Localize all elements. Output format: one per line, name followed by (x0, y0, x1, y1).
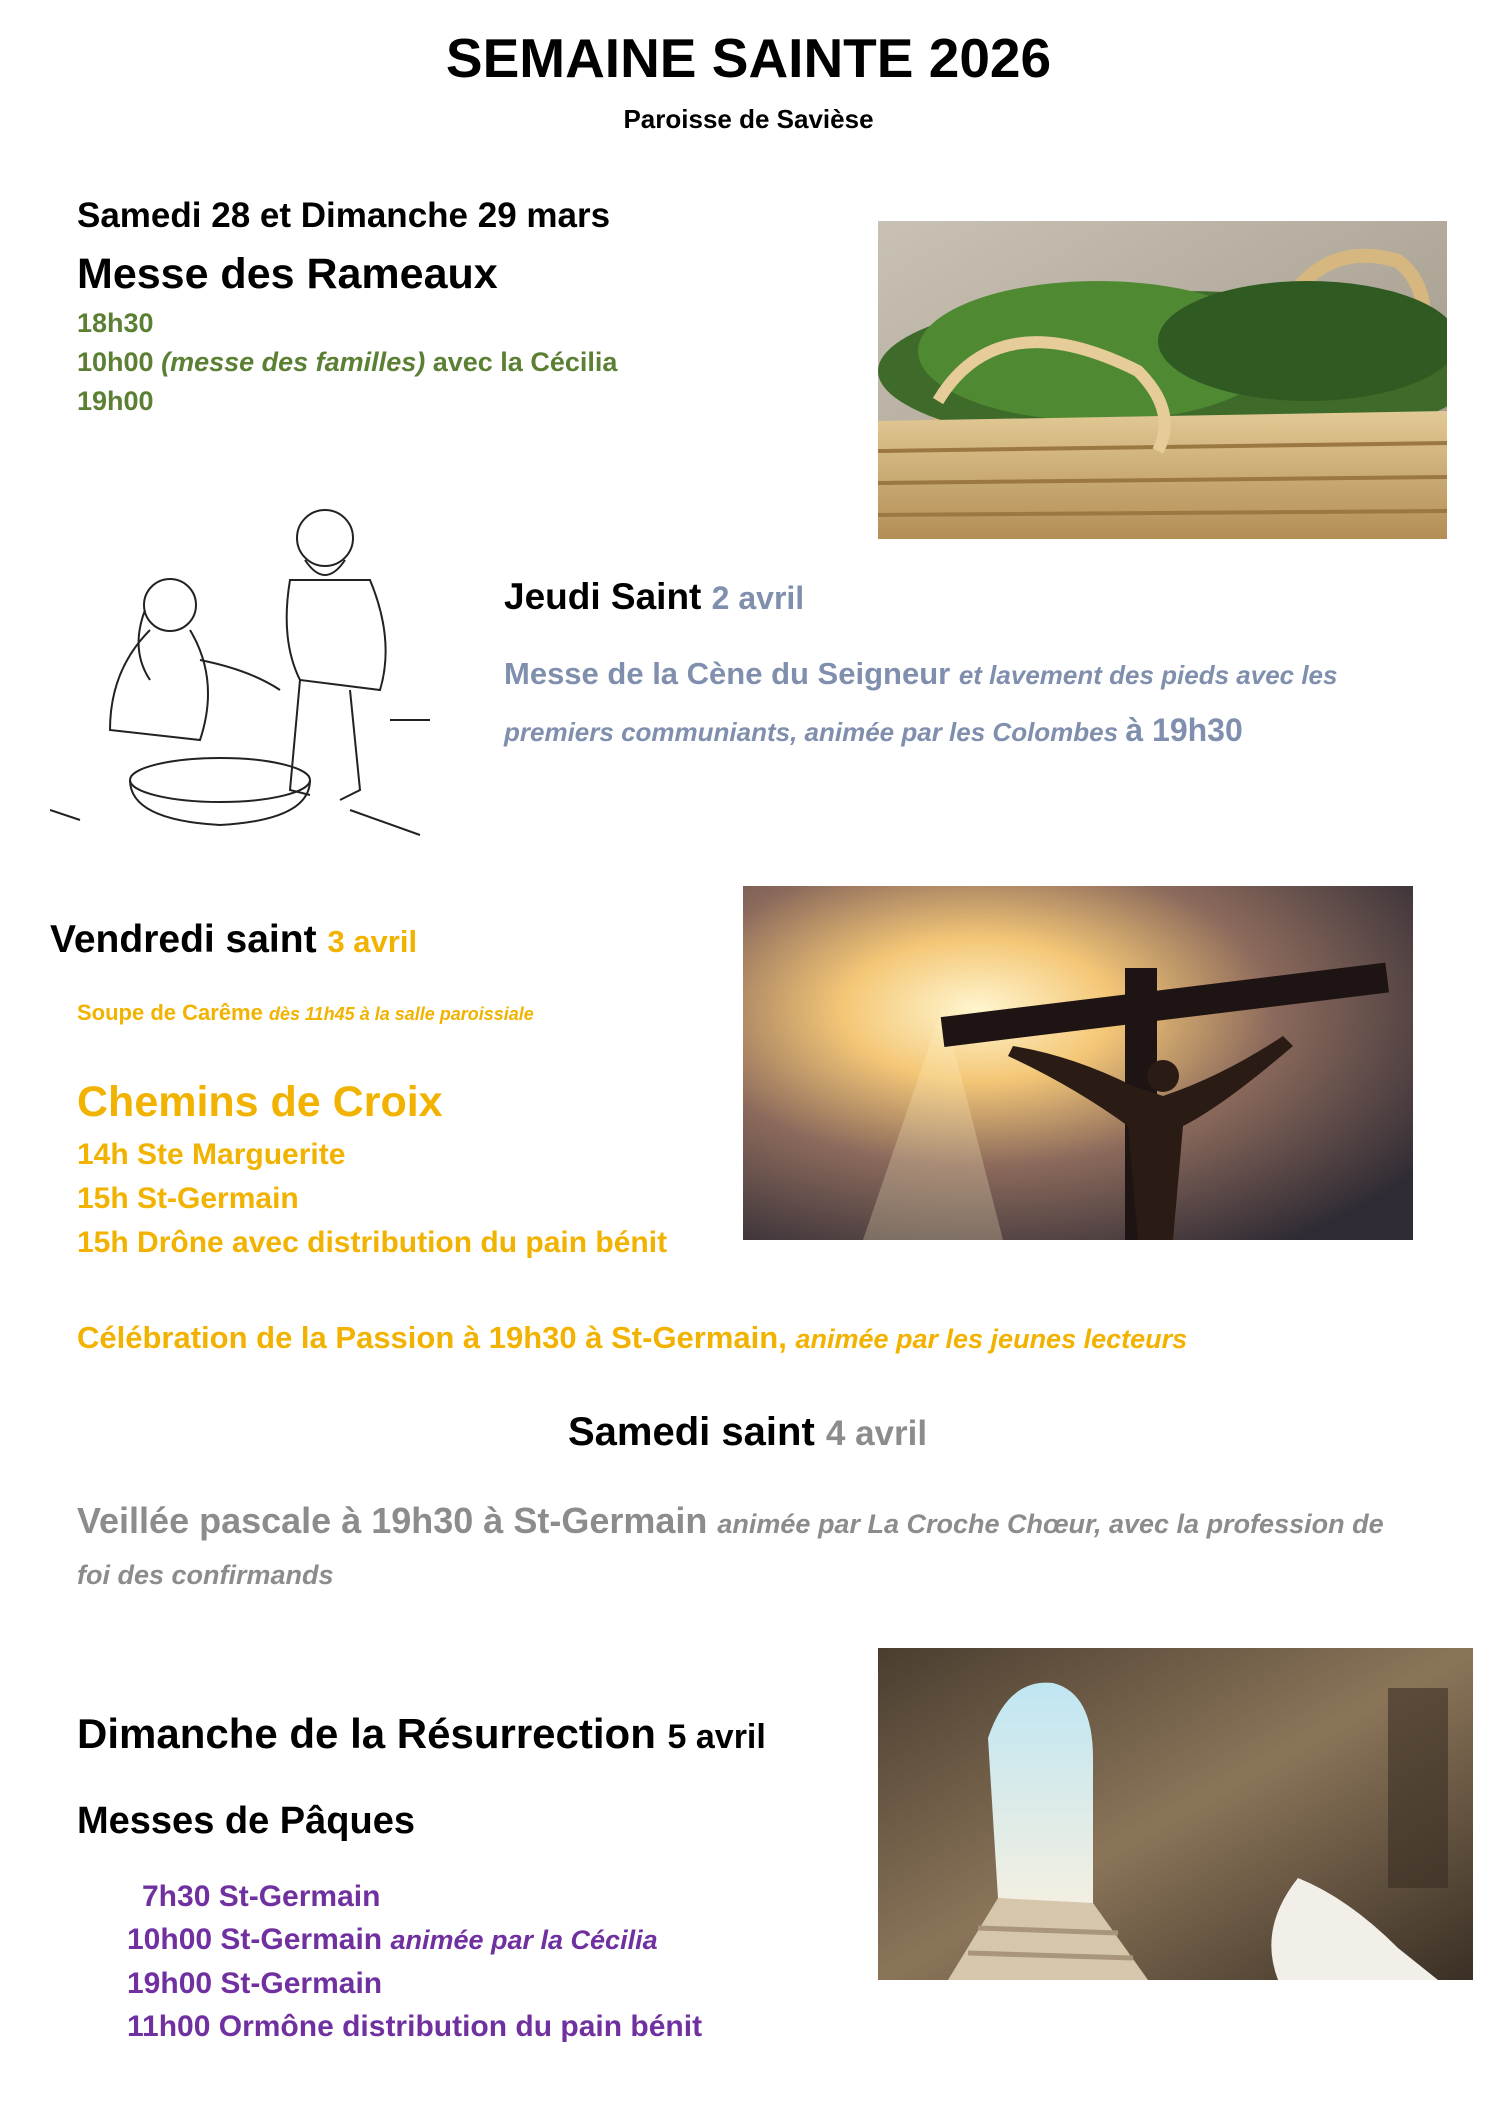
page-subtitle: Paroisse de Savièse (623, 104, 874, 134)
easter-mass-2-note: animée par la Cécilia (390, 1925, 658, 1955)
palm-sunday-line-2-rest: avec la Cécilia (432, 347, 618, 377)
good-friday-date: 3 avril (327, 924, 418, 959)
good-friday-title: Vendredi saint (50, 918, 317, 961)
holy-thursday-note-1: et lavement des pieds avec les (958, 660, 1338, 690)
easter-mass-2 (127, 1923, 658, 1957)
palm-sunday-line-3: 19h00 (77, 386, 154, 416)
palm-sunday-date: Samedi 28 et Dimanche 29 mars (77, 196, 611, 235)
palm-sunday-title: Messe des Rameaux (77, 250, 498, 298)
easter-mass-4: 11h00 Ormône distribution du pain bénit (127, 2010, 703, 2043)
easter-vigil-line-1 (77, 1500, 1384, 1542)
holy-thursday-line-1 (504, 656, 1337, 692)
holy-thursday-note-2: premiers communiants, animée par les Colombes (504, 717, 1119, 747)
easter-date: 5 avril (667, 1718, 766, 1756)
holy-saturday-title: Samedi saint (568, 1410, 815, 1454)
easter-mass-2-text: 10h00 St-Germain (127, 1923, 383, 1956)
holy-thursday-mass: Messe de la Cène du Seigneur (504, 656, 951, 691)
station-item: 15h Drône avec distribution du pain bénit (77, 1226, 668, 1259)
crucifix-sky-image (743, 886, 1413, 1240)
palm-sunday-line-1: 18h30 (77, 308, 154, 338)
passion-celebration-text: Célébration de la Passion à 19h30 à St-Germain, (77, 1320, 787, 1355)
good-friday-soup (77, 1000, 534, 1026)
holy-thursday-line-2 (504, 712, 1243, 749)
good-friday-soup-note: dès 11h45 à la salle paroissiale (268, 1004, 534, 1024)
holy-thursday-heading (504, 576, 804, 618)
good-friday-heading (50, 918, 417, 962)
easter-heading (77, 1710, 766, 1758)
station-item: 15h St-Germain (77, 1182, 299, 1215)
holy-saturday-date: 4 avril (825, 1414, 928, 1453)
page-title: SEMAINE SAINTE 2026 (445, 27, 1052, 89)
stations-title: Chemins de Croix (77, 1078, 443, 1126)
easter-subtitle: Messes de Pâques (77, 1800, 415, 1842)
palm-branches-basket-image (878, 221, 1447, 539)
holy-thursday-title: Jeudi Saint (504, 576, 702, 617)
station-item: 14h Ste Marguerite (77, 1138, 346, 1171)
palm-sunday-line-2 (77, 347, 617, 378)
palm-sunday-line-2-note: (messe des familles) (161, 347, 426, 377)
easter-vigil-note-1: animée par La Croche Chœur, avec la profession de (717, 1509, 1384, 1539)
palm-sunday-line-2-time: 10h00 (77, 347, 154, 377)
holy-saturday-heading (568, 1410, 927, 1455)
easter-title: Dimanche de la Résurrection (77, 1710, 656, 1757)
passion-celebration-note: animée par les jeunes lecteurs (795, 1324, 1188, 1354)
passion-celebration (77, 1320, 1187, 1356)
empty-tomb-image (878, 1648, 1473, 1980)
holy-thursday-time: à 19h30 (1125, 712, 1243, 748)
easter-vigil-text: Veillée pascale à 19h30 à St-Germain (77, 1500, 708, 1541)
easter-mass-1: 7h30 St-Germain (142, 1880, 381, 1913)
foot-washing-drawing (50, 490, 435, 850)
holy-thursday-date: 2 avril (711, 580, 805, 616)
easter-vigil-note-2: foi des confirmands (77, 1560, 334, 1590)
easter-mass-3: 19h00 St-Germain (127, 1967, 383, 2000)
good-friday-soup-label: Soupe de Carême (77, 1000, 263, 1025)
